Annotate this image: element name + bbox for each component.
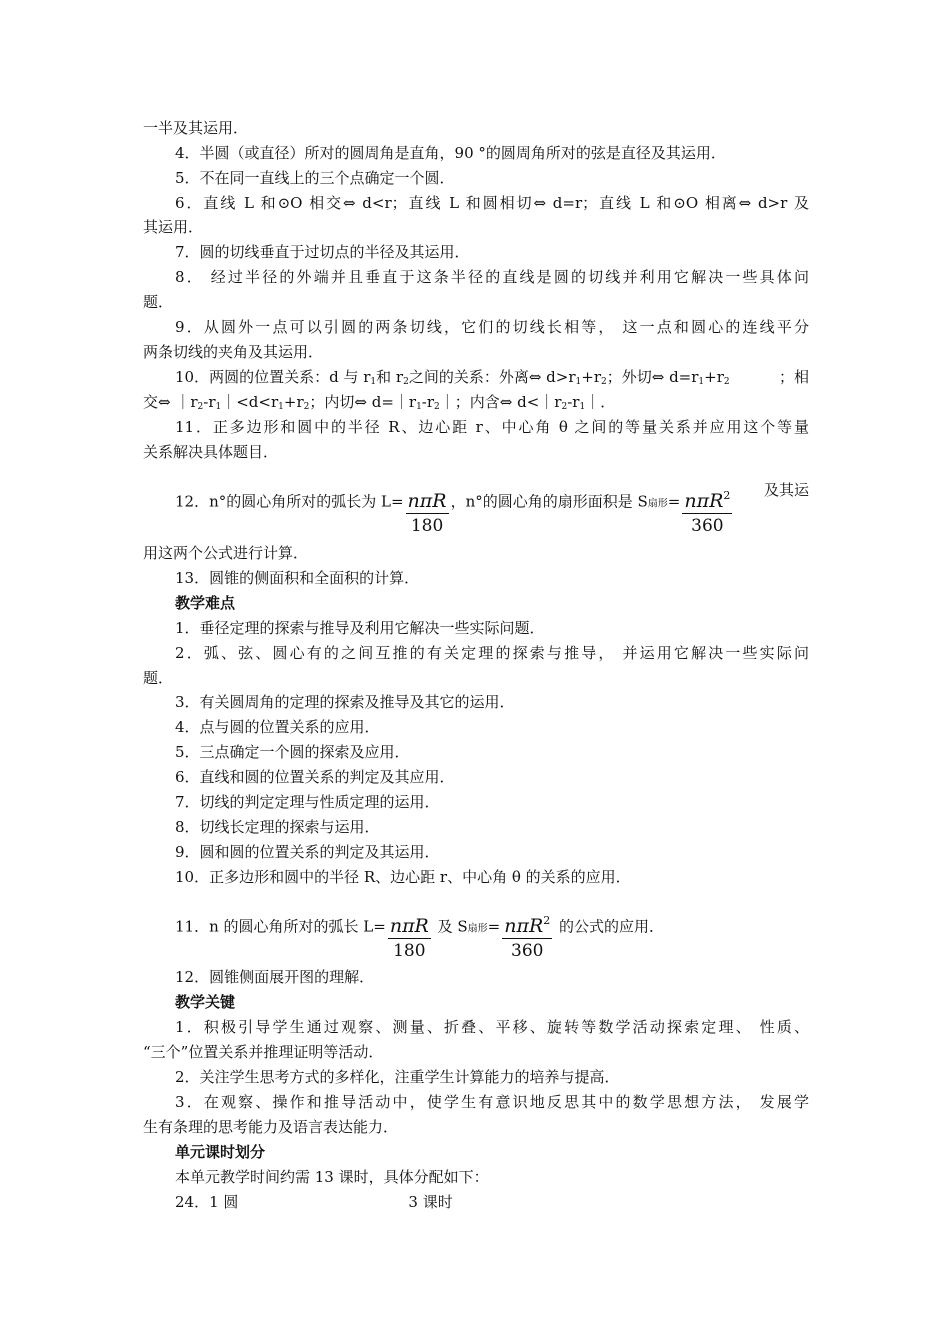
text-segment: 12．n°的圆心角所对的弧长为 L= $\frac{\text{nπR}}{180}$ ，n°的圆心角的扇形面积是 S扇形= $\frac{n\pi R^2}{360}$	[175, 489, 731, 536]
text-line: 3．有关圆周角的定理的探索及推导及其它的运用．	[175, 693, 515, 711]
text-line: 其运用．	[143, 218, 204, 236]
section-heading: 教学关键	[175, 993, 236, 1011]
text-line: 10．正多边形和圆中的半径 R、边心距 r、中心角 θ 的关系的应用．	[175, 868, 631, 886]
text-line: 9．从圆外一点可以引圆的两条切线，它们的切线长相等， 这一点和圆心的连线平分	[175, 318, 809, 336]
sector-area-fraction: $\frac{n\pi R^2}{360}$	[504, 914, 551, 961]
text-line: “三个”位置关系并推理证明等活动．	[143, 1043, 384, 1061]
text-line: 2．弧、弦、圆心有的之间互推的有关定理的探索与推导， 并运用它解决一些实际问	[175, 644, 809, 662]
text-line: 11．正多边形和圆中的半径 R、边心距 r、中心角 θ 之间的等量关系并应用这个等量	[175, 418, 809, 436]
text-line: 生有条理的思考能力及语言表达能力．	[143, 1118, 399, 1136]
two-circles-line-1	[175, 365, 809, 389]
schedule-row	[175, 1190, 809, 1214]
text-line: 4．半圆（或直径）所对的圆周角是直角，90 °的圆周角所对的弦是直径及其运用．	[175, 144, 726, 162]
text-line: 9．圆和圆的位置关系的判定及其运用．	[175, 843, 440, 861]
text-line: 1．积极引导学生通过观察、测量、折叠、平移、旋转等数学活动探索定理、 性质、	[175, 1018, 809, 1036]
two-circles-line-2: 交⇔ $|r_2-r_1|<d<r_1+r_2$；内切⇔ $d=|r_1-r_2|$；内含⇔ $d<|r_2-r_1|$．	[143, 393, 616, 412]
text-line: 5．不在同一直线上的三个点确定一个圆．	[175, 169, 455, 187]
text-line: 13．圆锥的侧面积和全面积的计算．	[175, 569, 420, 587]
text-line: 4．点与圆的位置关系的应用．	[175, 718, 380, 736]
text-line: 两条切线的夹角及其运用．	[143, 343, 324, 361]
text-line: 一半及其运用．	[143, 119, 249, 137]
text-line: 6．直线 L 和⊙O 相交⇔ d<r；直线 L 和圆相切⇔ d=r；直线 L 和⊙O 相离⇔ d>r 及	[175, 194, 809, 212]
text-line: 8．切线长定理的探索与运用．	[175, 818, 380, 836]
text-line: 8． 经过半径的外端并且垂直于这条半径的直线是圆的切线并利用它解决一些具体问	[175, 268, 809, 286]
text-line: 12．圆锥侧面展开图的理解．	[175, 968, 375, 986]
section-heading: 教学难点	[175, 594, 236, 612]
text-line: 关系解决具体题目．	[143, 443, 279, 461]
text-line: 5．三点确定一个圆的探索及应用．	[175, 743, 410, 761]
text-line: 7．切线的判定定理与性质定理的运用．	[175, 793, 440, 811]
text-line: 7．圆的切线垂直于过切点的半径及其运用．	[175, 243, 470, 261]
schedule-section: 24．1 圆	[175, 1193, 239, 1211]
formula-usage-line: 11．n 的圆心角所对的弧长 L= $\frac{\text{nπR}}{180}$ 及 S扇形= $\frac{n\pi R^2}{360}$ 的公式的应用．	[175, 914, 665, 961]
text-segment: 及其运	[763, 481, 809, 499]
arc-length-fraction: $\frac{\text{nπR}}{180}$	[389, 915, 429, 961]
text-line: 题．	[143, 669, 174, 687]
text-line: 本单元教学时间约需 13 课时，具体分配如下：	[175, 1168, 489, 1186]
text-line: 2．关注学生思考方式的多样化，注重学生计算能力的培养与提高．	[175, 1068, 620, 1086]
text-segment: 10．两圆的位置关系：d 与 $r_1$和 $r_2$之间的关系：外离⇔ $d>r_1+r_2$；外切⇔ $d=r_1+r_2$	[175, 368, 730, 387]
section-heading: 单元课时划分	[175, 1143, 266, 1161]
text-line: 用这两个公式进行计算．	[143, 544, 309, 562]
arc-length-fraction: $\frac{\text{nπR}}{180}$	[407, 490, 447, 536]
text-line: 题．	[143, 293, 174, 311]
text-line: 3．在观察、操作和推导活动中，使学生有意识地反思其中的数学思想方法， 发展学	[175, 1093, 809, 1111]
arc-formula-line	[175, 478, 809, 536]
text-line: 6．直线和圆的位置关系的判定及其应用．	[175, 768, 455, 786]
text-line: 1．垂径定理的探索与推导及利用它解决一些实际问题．	[175, 619, 545, 637]
schedule-hours: 3 课时	[408, 1193, 453, 1211]
sector-area-fraction: $\frac{n\pi R^2}{360}$	[684, 489, 731, 536]
text-segment: ；相	[778, 368, 809, 386]
